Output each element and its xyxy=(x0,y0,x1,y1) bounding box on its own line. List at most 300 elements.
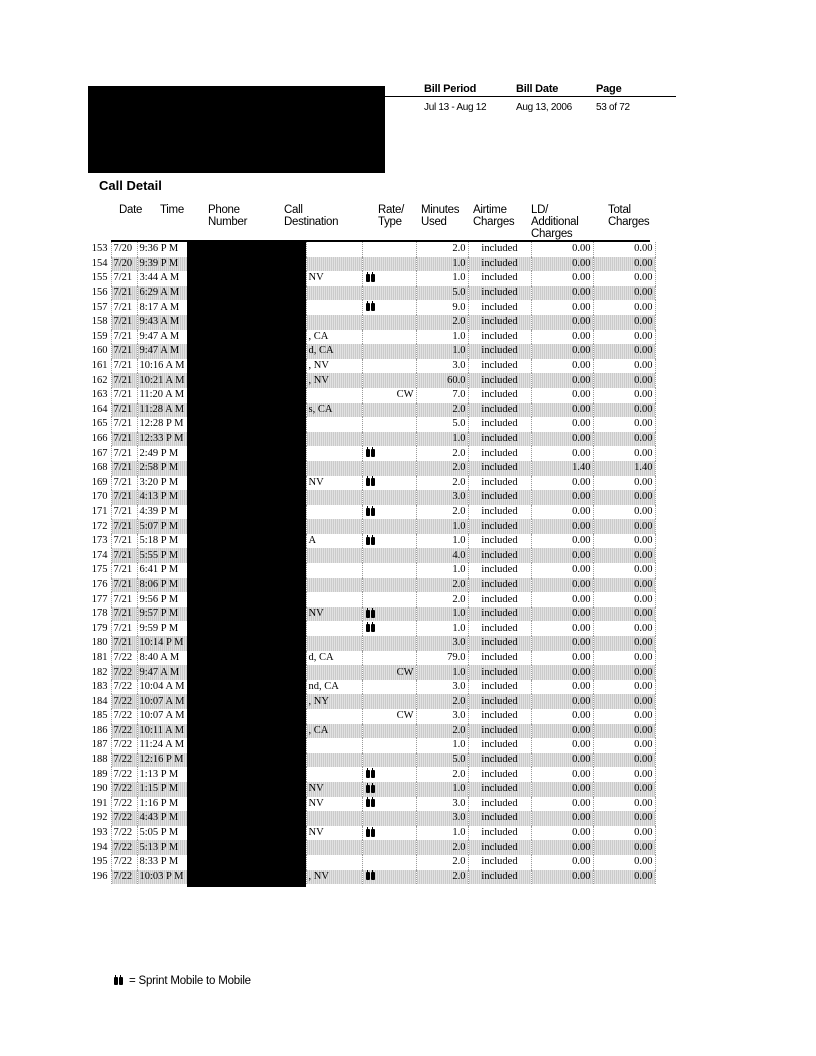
airtime-charges: included xyxy=(468,694,531,709)
rate-type xyxy=(362,797,416,812)
rate-type xyxy=(362,490,416,505)
airtime-charges: included xyxy=(468,534,531,549)
table-row xyxy=(82,315,655,330)
rate-type xyxy=(362,257,416,272)
sprint-mobile-to-mobile-icon xyxy=(365,798,377,808)
sprint-mobile-to-mobile-icon xyxy=(365,623,377,633)
call-time: 10:16 A M xyxy=(137,359,187,374)
call-destination xyxy=(306,446,362,461)
minutes-used: 1.0 xyxy=(416,432,468,447)
call-time: 10:04 A M xyxy=(137,680,187,695)
ld-additional-charges: 0.00 xyxy=(531,694,593,709)
minutes-used: 9.0 xyxy=(416,300,468,315)
row-number: 157 xyxy=(91,301,108,313)
row-number: 170 xyxy=(91,491,108,503)
minutes-used: 3.0 xyxy=(416,490,468,505)
total-charges: 0.00 xyxy=(593,286,655,301)
total-charges: 0.00 xyxy=(593,855,655,870)
minutes-used: 3.0 xyxy=(416,636,468,651)
call-time: 9:47 A M xyxy=(137,665,187,680)
table-row xyxy=(82,738,655,753)
ld-additional-charges: 0.00 xyxy=(531,476,593,491)
call-destination xyxy=(306,592,362,607)
call-destination xyxy=(306,519,362,534)
call-date: 7/21 xyxy=(111,344,137,359)
table-row xyxy=(82,665,655,680)
col-header-time: Time xyxy=(160,204,184,216)
airtime-charges: included xyxy=(468,811,531,826)
table-row xyxy=(82,373,655,388)
table-row xyxy=(82,811,655,826)
total-charges: 0.00 xyxy=(593,446,655,461)
call-time: 9:47 A M xyxy=(137,344,187,359)
total-charges: 0.00 xyxy=(593,738,655,753)
ld-additional-charges: 0.00 xyxy=(531,840,593,855)
table-row xyxy=(82,403,655,418)
minutes-used: 2.0 xyxy=(416,870,468,885)
minutes-used: 2.0 xyxy=(416,578,468,593)
col-header-rate: Rate/ Type xyxy=(378,204,404,228)
bill-period-value: Jul 13 - Aug 12 xyxy=(424,102,487,113)
call-destination xyxy=(306,665,362,680)
rate-type xyxy=(362,242,416,257)
header-rule xyxy=(88,96,676,97)
call-date: 7/20 xyxy=(111,257,137,272)
rate-type: CW xyxy=(362,709,416,724)
call-date: 7/22 xyxy=(111,738,137,753)
call-time: 5:05 P M xyxy=(137,826,187,841)
table-row xyxy=(82,694,655,709)
ld-additional-charges: 0.00 xyxy=(531,257,593,272)
table-row xyxy=(82,651,655,666)
table-row xyxy=(82,432,655,447)
call-date: 7/21 xyxy=(111,300,137,315)
call-date: 7/21 xyxy=(111,330,137,345)
call-destination: s, CA xyxy=(306,403,362,418)
call-date: 7/21 xyxy=(111,607,137,622)
page-number-value: 53 of 72 xyxy=(596,102,630,113)
call-time: 11:20 A M xyxy=(137,388,187,403)
call-date: 7/21 xyxy=(111,286,137,301)
call-time: 5:55 P M xyxy=(137,548,187,563)
total-charges: 0.00 xyxy=(593,797,655,812)
minutes-used: 3.0 xyxy=(416,680,468,695)
minutes-used: 1.0 xyxy=(416,621,468,636)
call-date: 7/22 xyxy=(111,680,137,695)
rate-type xyxy=(362,563,416,578)
airtime-charges: included xyxy=(468,826,531,841)
row-number: 192 xyxy=(91,812,108,824)
sprint-mobile-to-mobile-icon xyxy=(113,976,125,986)
row-number: 180 xyxy=(91,637,108,649)
call-date: 7/21 xyxy=(111,271,137,286)
call-date: 7/22 xyxy=(111,651,137,666)
redacted-phone-numbers xyxy=(187,242,306,887)
ld-additional-charges: 0.00 xyxy=(531,621,593,636)
call-date: 7/21 xyxy=(111,519,137,534)
airtime-charges: included xyxy=(468,330,531,345)
rate-type xyxy=(362,636,416,651)
sprint-mobile-to-mobile-icon xyxy=(365,536,377,546)
table-row xyxy=(82,344,655,359)
airtime-charges: included xyxy=(468,870,531,885)
rate-type xyxy=(362,826,416,841)
row-number: 159 xyxy=(91,330,108,342)
call-date: 7/22 xyxy=(111,826,137,841)
total-charges: 0.00 xyxy=(593,578,655,593)
table-row xyxy=(82,870,655,885)
total-charges: 0.00 xyxy=(593,300,655,315)
call-time: 5:13 P M xyxy=(137,840,187,855)
total-charges: 0.00 xyxy=(593,753,655,768)
row-number: 160 xyxy=(91,345,108,357)
call-date: 7/21 xyxy=(111,403,137,418)
legend xyxy=(113,975,251,987)
table-row xyxy=(82,680,655,695)
airtime-charges: included xyxy=(468,388,531,403)
call-time: 6:41 P M xyxy=(137,563,187,578)
call-time: 11:24 A M xyxy=(137,738,187,753)
airtime-charges: included xyxy=(468,680,531,695)
col-header-phone: Phone Number xyxy=(208,204,248,228)
call-destination xyxy=(306,242,362,257)
ld-additional-charges: 0.00 xyxy=(531,767,593,782)
minutes-used: 2.0 xyxy=(416,505,468,520)
minutes-used: 4.0 xyxy=(416,548,468,563)
bill-date-value: Aug 13, 2006 xyxy=(516,102,572,113)
rate-type xyxy=(362,811,416,826)
total-charges: 0.00 xyxy=(593,432,655,447)
minutes-used: 2.0 xyxy=(416,855,468,870)
call-time: 1:15 P M xyxy=(137,782,187,797)
total-charges: 0.00 xyxy=(593,621,655,636)
table-row xyxy=(82,446,655,461)
total-charges: 1.40 xyxy=(593,461,655,476)
table-row xyxy=(82,257,655,272)
minutes-used: 3.0 xyxy=(416,811,468,826)
minutes-used: 2.0 xyxy=(416,403,468,418)
airtime-charges: included xyxy=(468,767,531,782)
row-number: 169 xyxy=(91,476,108,488)
sprint-mobile-to-mobile-icon xyxy=(365,302,377,312)
call-destination xyxy=(306,811,362,826)
minutes-used: 1.0 xyxy=(416,607,468,622)
call-time: 4:43 P M xyxy=(137,811,187,826)
minutes-used: 2.0 xyxy=(416,446,468,461)
airtime-charges: included xyxy=(468,461,531,476)
row-number: 193 xyxy=(91,827,108,839)
call-time: 6:29 A M xyxy=(137,286,187,301)
ld-additional-charges: 0.00 xyxy=(531,870,593,885)
bill-period-label: Bill Period xyxy=(424,83,477,95)
rate-type xyxy=(362,300,416,315)
call-date: 7/21 xyxy=(111,446,137,461)
minutes-used: 1.0 xyxy=(416,330,468,345)
rate-type xyxy=(362,505,416,520)
total-charges: 0.00 xyxy=(593,811,655,826)
minutes-used: 2.0 xyxy=(416,694,468,709)
call-time: 8:33 P M xyxy=(137,855,187,870)
sprint-mobile-to-mobile-icon xyxy=(365,477,377,487)
ld-additional-charges: 0.00 xyxy=(531,330,593,345)
row-number: 154 xyxy=(91,257,108,269)
airtime-charges: included xyxy=(468,578,531,593)
row-number: 186 xyxy=(91,724,108,736)
rate-type xyxy=(362,870,416,885)
call-destination: NV xyxy=(306,797,362,812)
call-time: 9:43 A M xyxy=(137,315,187,330)
ld-additional-charges: 0.00 xyxy=(531,578,593,593)
table-row xyxy=(82,476,655,491)
rate-type xyxy=(362,753,416,768)
rate-type xyxy=(362,767,416,782)
airtime-charges: included xyxy=(468,446,531,461)
rate-type xyxy=(362,344,416,359)
rate-type xyxy=(362,461,416,476)
airtime-charges: included xyxy=(468,636,531,651)
ld-additional-charges: 0.00 xyxy=(531,403,593,418)
airtime-charges: included xyxy=(468,840,531,855)
total-charges: 0.00 xyxy=(593,665,655,680)
total-charges: 0.00 xyxy=(593,607,655,622)
call-time: 10:21 A M xyxy=(137,373,187,388)
table-row xyxy=(82,826,655,841)
call-destination xyxy=(306,300,362,315)
table-row xyxy=(82,286,655,301)
call-destination xyxy=(306,636,362,651)
minutes-used: 2.0 xyxy=(416,461,468,476)
call-destination: nd, CA xyxy=(306,680,362,695)
table-row xyxy=(82,519,655,534)
rate-type xyxy=(362,519,416,534)
section-title: Call Detail xyxy=(99,178,162,193)
row-number: 181 xyxy=(91,651,108,663)
col-header-airtime: Airtime Charges xyxy=(473,204,515,228)
sprint-mobile-to-mobile-icon xyxy=(365,448,377,458)
total-charges: 0.00 xyxy=(593,840,655,855)
row-number: 174 xyxy=(91,549,108,561)
call-date: 7/21 xyxy=(111,621,137,636)
call-date: 7/22 xyxy=(111,811,137,826)
call-destination: , NV xyxy=(306,870,362,885)
legend-text: = Sprint Mobile to Mobile xyxy=(129,975,251,987)
call-destination xyxy=(306,767,362,782)
ld-additional-charges: 0.00 xyxy=(531,359,593,374)
call-destination: d, CA xyxy=(306,651,362,666)
total-charges: 0.00 xyxy=(593,417,655,432)
row-number: 164 xyxy=(91,403,108,415)
call-time: 5:18 P M xyxy=(137,534,187,549)
call-time: 12:33 P M xyxy=(137,432,187,447)
row-number: 165 xyxy=(91,418,108,430)
table-row xyxy=(82,490,655,505)
call-destination xyxy=(306,855,362,870)
call-time: 3:44 A M xyxy=(137,271,187,286)
row-number: 177 xyxy=(91,593,108,605)
airtime-charges: included xyxy=(468,476,531,491)
table-row xyxy=(82,461,655,476)
row-number: 161 xyxy=(91,360,108,372)
call-date: 7/22 xyxy=(111,797,137,812)
call-time: 9:56 P M xyxy=(137,592,187,607)
rate-type xyxy=(362,446,416,461)
call-destination xyxy=(306,505,362,520)
airtime-charges: included xyxy=(468,651,531,666)
call-date: 7/22 xyxy=(111,840,137,855)
row-number: 191 xyxy=(91,797,108,809)
row-number: 167 xyxy=(91,447,108,459)
total-charges: 0.00 xyxy=(593,694,655,709)
minutes-used: 3.0 xyxy=(416,359,468,374)
call-time: 11:28 A M xyxy=(137,403,187,418)
ld-additional-charges: 0.00 xyxy=(531,548,593,563)
minutes-used: 5.0 xyxy=(416,286,468,301)
total-charges: 0.00 xyxy=(593,242,655,257)
call-destination xyxy=(306,709,362,724)
sprint-mobile-to-mobile-icon xyxy=(365,507,377,517)
table-row xyxy=(82,621,655,636)
row-number: 187 xyxy=(91,739,108,751)
row-number: 179 xyxy=(91,622,108,634)
call-time: 9:36 P M xyxy=(137,242,187,257)
airtime-charges: included xyxy=(468,519,531,534)
ld-additional-charges: 0.00 xyxy=(531,432,593,447)
airtime-charges: included xyxy=(468,359,531,374)
call-date: 7/21 xyxy=(111,578,137,593)
ld-additional-charges: 0.00 xyxy=(531,607,593,622)
table-row xyxy=(82,782,655,797)
call-time: 8:40 A M xyxy=(137,651,187,666)
minutes-used: 5.0 xyxy=(416,753,468,768)
minutes-used: 1.0 xyxy=(416,534,468,549)
airtime-charges: included xyxy=(468,738,531,753)
table-row xyxy=(82,417,655,432)
rate-type xyxy=(362,592,416,607)
redacted-customer-info xyxy=(88,86,385,173)
airtime-charges: included xyxy=(468,257,531,272)
col-header-ld: LD/ Additional Charges xyxy=(531,204,579,240)
ld-additional-charges: 0.00 xyxy=(531,315,593,330)
airtime-charges: included xyxy=(468,709,531,724)
call-destination xyxy=(306,461,362,476)
minutes-used: 3.0 xyxy=(416,709,468,724)
rate-type xyxy=(362,855,416,870)
airtime-charges: included xyxy=(468,417,531,432)
minutes-used: 1.0 xyxy=(416,344,468,359)
airtime-charges: included xyxy=(468,490,531,505)
call-time: 4:39 P M xyxy=(137,505,187,520)
ld-additional-charges: 0.00 xyxy=(531,300,593,315)
table-row xyxy=(82,548,655,563)
call-destination xyxy=(306,286,362,301)
call-time: 9:59 P M xyxy=(137,621,187,636)
call-destination: NV xyxy=(306,826,362,841)
ld-additional-charges: 0.00 xyxy=(531,446,593,461)
rate-type: CW xyxy=(362,665,416,680)
total-charges: 0.00 xyxy=(593,548,655,563)
rate-type xyxy=(362,738,416,753)
row-number: 172 xyxy=(91,520,108,532)
airtime-charges: included xyxy=(468,271,531,286)
row-number: 183 xyxy=(91,681,108,693)
row-number: 196 xyxy=(91,870,108,882)
ld-additional-charges: 1.40 xyxy=(531,461,593,476)
call-date: 7/22 xyxy=(111,753,137,768)
row-number: 168 xyxy=(91,462,108,474)
call-date: 7/21 xyxy=(111,505,137,520)
table-row xyxy=(82,607,655,622)
rate-type xyxy=(362,315,416,330)
minutes-used: 1.0 xyxy=(416,519,468,534)
airtime-charges: included xyxy=(468,665,531,680)
call-date: 7/21 xyxy=(111,417,137,432)
call-destination xyxy=(306,563,362,578)
rate-type xyxy=(362,578,416,593)
call-date: 7/21 xyxy=(111,476,137,491)
total-charges: 0.00 xyxy=(593,330,655,345)
rate-type: CW xyxy=(362,388,416,403)
airtime-charges: included xyxy=(468,300,531,315)
call-time: 9:57 P M xyxy=(137,607,187,622)
row-number: 162 xyxy=(91,374,108,386)
total-charges: 0.00 xyxy=(593,782,655,797)
table-row xyxy=(82,300,655,315)
minutes-used: 1.0 xyxy=(416,563,468,578)
airtime-charges: included xyxy=(468,344,531,359)
call-time: 3:20 P M xyxy=(137,476,187,491)
ld-additional-charges: 0.00 xyxy=(531,417,593,432)
table-row xyxy=(82,840,655,855)
ld-additional-charges: 0.00 xyxy=(531,490,593,505)
airtime-charges: included xyxy=(468,607,531,622)
row-number: 163 xyxy=(91,389,108,401)
call-destination: , CA xyxy=(306,724,362,739)
total-charges: 0.00 xyxy=(593,680,655,695)
row-number: 184 xyxy=(91,695,108,707)
minutes-used: 2.0 xyxy=(416,724,468,739)
call-date: 7/21 xyxy=(111,315,137,330)
ld-additional-charges: 0.00 xyxy=(531,286,593,301)
call-destination: NV xyxy=(306,607,362,622)
rate-type xyxy=(362,840,416,855)
call-destination xyxy=(306,315,362,330)
total-charges: 0.00 xyxy=(593,724,655,739)
call-time: 12:28 P M xyxy=(137,417,187,432)
call-date: 7/21 xyxy=(111,563,137,578)
total-charges: 0.00 xyxy=(593,271,655,286)
call-time: 10:07 A M xyxy=(137,709,187,724)
call-destination xyxy=(306,621,362,636)
ld-additional-charges: 0.00 xyxy=(531,242,593,257)
table-row xyxy=(82,563,655,578)
call-date: 7/21 xyxy=(111,461,137,476)
total-charges: 0.00 xyxy=(593,534,655,549)
airtime-charges: included xyxy=(468,315,531,330)
ld-additional-charges: 0.00 xyxy=(531,534,593,549)
total-charges: 0.00 xyxy=(593,651,655,666)
ld-additional-charges: 0.00 xyxy=(531,388,593,403)
call-date: 7/21 xyxy=(111,548,137,563)
table-row xyxy=(82,709,655,724)
minutes-used: 1.0 xyxy=(416,738,468,753)
row-number: 171 xyxy=(91,505,108,517)
row-number: 178 xyxy=(91,608,108,620)
table-row xyxy=(82,767,655,782)
rate-type xyxy=(362,548,416,563)
row-number: 156 xyxy=(91,287,108,299)
call-time: 2:49 P M xyxy=(137,446,187,461)
call-destination: NV xyxy=(306,476,362,491)
